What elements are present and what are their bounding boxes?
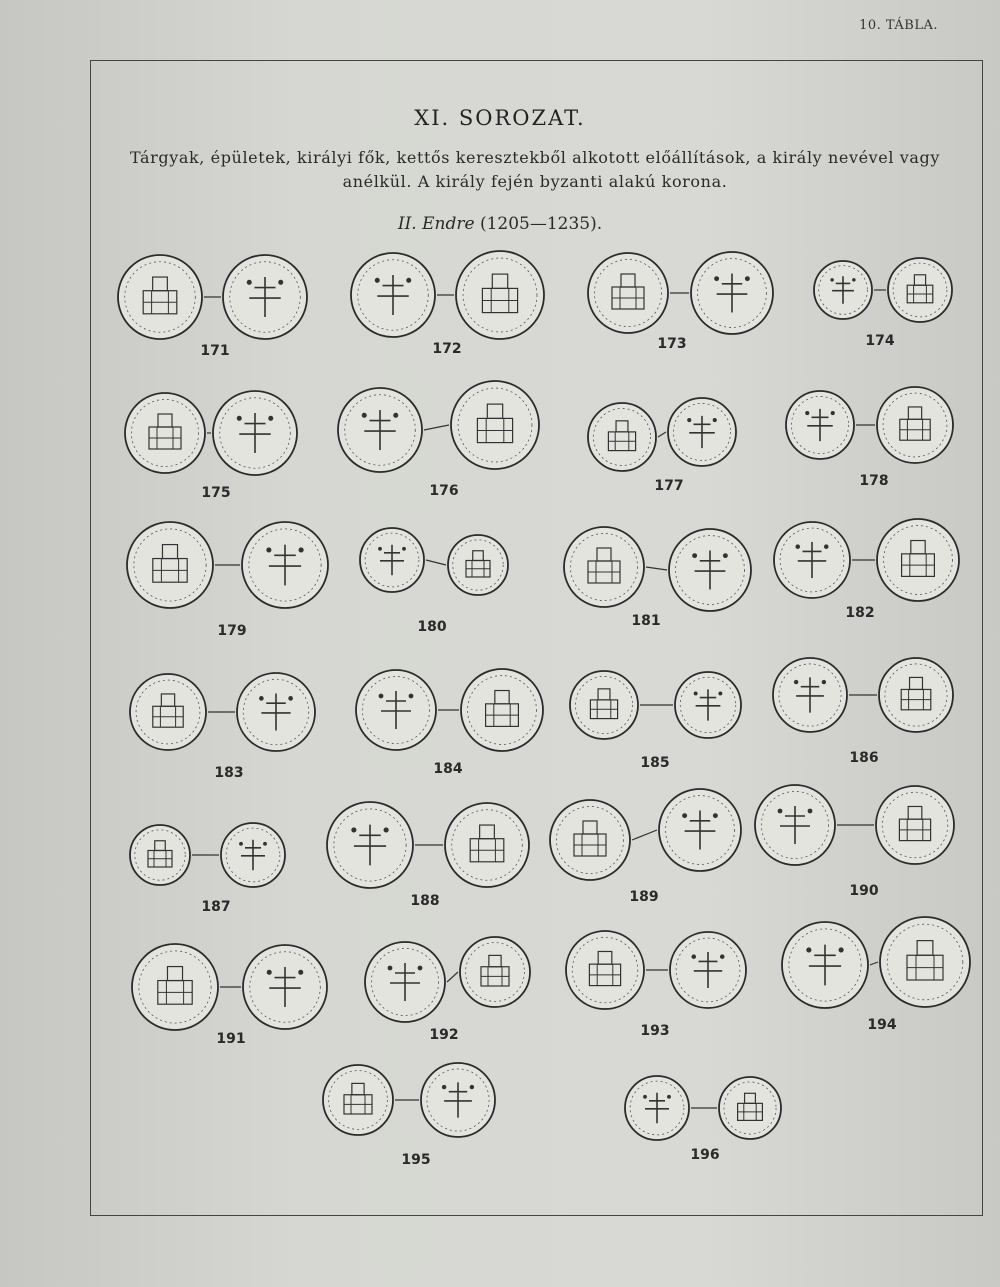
coin-181-reverse <box>669 529 751 611</box>
coin-192-reverse-rim <box>460 937 530 1007</box>
coin-195-reverse-pellet-right <box>470 1085 474 1089</box>
coin-174-obverse-pellet-left <box>830 278 833 281</box>
coin-193-obverse <box>566 931 644 1009</box>
coin-195-reverse-pellet-left <box>442 1085 446 1089</box>
coin-171-obverse-rim <box>118 255 202 339</box>
coin-175-obverse <box>125 393 205 473</box>
coin-179-reverse-pellet-left <box>266 547 271 552</box>
coin-172-obverse-pellet-right <box>406 278 411 283</box>
coin-number-label: 175 <box>201 485 231 501</box>
coin-189-reverse-pellet-left <box>682 813 687 818</box>
coin-193-reverse-pellet-left <box>691 954 696 959</box>
coin-number-label: 182 <box>845 605 875 621</box>
coin-number-label: 189 <box>629 889 659 905</box>
coin-190-reverse <box>876 786 954 864</box>
coin-171-reverse <box>223 255 307 339</box>
coin-185-obverse-rim <box>570 671 638 739</box>
coin-number-label: 183 <box>214 765 244 781</box>
coin-number-label: 195 <box>401 1152 431 1168</box>
coin-192-connector <box>447 972 458 982</box>
coin-188-reverse <box>445 803 529 887</box>
coin-179-obverse <box>127 522 213 608</box>
coin-193-obverse-rim <box>566 931 644 1009</box>
coin-188-reverse-rim <box>445 803 529 887</box>
coin-186-reverse-rim <box>879 658 953 732</box>
coin-191-reverse <box>243 945 327 1029</box>
coin-194-obverse-pellet-left <box>806 947 811 952</box>
ruler-name: II. Endre <box>397 214 475 234</box>
coin-172-obverse <box>351 253 435 337</box>
coin-182-obverse-pellet-left <box>795 544 800 549</box>
coin-186-obverse <box>773 658 847 732</box>
coin-176-obverse-pellet-left <box>362 413 367 418</box>
coin-number-label: 188 <box>410 893 440 909</box>
coin-174-reverse <box>888 258 952 322</box>
coin-number-label: 173 <box>657 336 687 352</box>
coin-196-obverse <box>625 1076 689 1140</box>
coin-172-reverse-rim <box>456 251 544 339</box>
coin-172-obverse-pellet-left <box>375 278 380 283</box>
coin-187-reverse-pellet-right <box>263 842 267 846</box>
coin-number-label: 184 <box>433 761 463 777</box>
coin-184-obverse-pellet-right <box>409 694 414 699</box>
coin-175-obverse-rim <box>125 393 205 473</box>
coin-173-obverse <box>588 253 668 333</box>
coin-193-reverse-pellet-right <box>720 954 725 959</box>
coin-number-label: 171 <box>200 343 230 359</box>
coin-187-reverse <box>221 823 285 887</box>
coin-number-label: 172 <box>432 341 462 357</box>
coin-178-reverse <box>877 387 953 463</box>
coin-196-reverse-rim <box>719 1077 781 1139</box>
coin-183-reverse-pellet-left <box>259 696 264 701</box>
coin-195-reverse <box>421 1063 495 1137</box>
coin-192-obverse-pellet-right <box>418 966 423 971</box>
coin-179-obverse-rim <box>127 522 213 608</box>
coin-number-label: 194 <box>867 1017 897 1033</box>
coin-175-reverse-pellet-right <box>268 416 273 421</box>
coin-192-reverse <box>460 937 530 1007</box>
coin-194-obverse-pellet-right <box>839 947 844 952</box>
coin-185-reverse-pellet-left <box>694 691 698 695</box>
coin-174-obverse-pellet-right <box>852 278 855 281</box>
coin-196-obverse-pellet-right <box>667 1095 671 1099</box>
coin-number-label: 177 <box>654 478 684 494</box>
coin-176-obverse-pellet-right <box>393 413 398 418</box>
coin-187-reverse-pellet-left <box>239 842 243 846</box>
coin-175-reverse-pellet-left <box>237 416 242 421</box>
plate-label: 10. TÁBLA. <box>859 18 938 33</box>
coin-180-reverse-rim <box>448 535 508 595</box>
coin-number-label: 190 <box>849 883 879 899</box>
coin-194-reverse-rim <box>880 917 970 1007</box>
coin-171-reverse-pellet-right <box>278 280 283 285</box>
coin-185-reverse <box>675 672 741 738</box>
coin-177-obverse <box>588 403 656 471</box>
coin-190-obverse <box>755 785 835 865</box>
coin-number-label: 176 <box>429 483 459 499</box>
coin-number-label: 179 <box>217 623 247 639</box>
subtitle-line-1: Tárgyak, épületek, királyi fők, kettős keresztekből alkotott előállítások, a király nevével vagy <box>129 148 941 167</box>
coin-180-obverse-pellet-left <box>378 547 382 551</box>
coin-192-obverse-pellet-left <box>388 966 393 971</box>
coin-184-reverse-rim <box>461 669 543 751</box>
coin-186-obverse-pellet-left <box>794 680 798 684</box>
coin-181-obverse-rim <box>564 527 644 607</box>
coin-189-obverse <box>550 800 630 880</box>
coin-176-reverse <box>451 381 539 469</box>
coin-177-connector <box>658 432 666 437</box>
coin-194-obverse <box>782 922 868 1008</box>
coin-number-label: 192 <box>429 1027 459 1043</box>
coin-195-obverse-rim <box>323 1065 393 1135</box>
coin-184-obverse-pellet-left <box>379 694 384 699</box>
coin-178-obverse-pellet-right <box>831 411 835 415</box>
coin-183-obverse-rim <box>130 674 206 750</box>
coin-173-reverse <box>691 252 773 334</box>
coin-188-obverse-pellet-right <box>384 827 389 832</box>
coin-181-connector <box>646 567 667 570</box>
coin-185-reverse-pellet-right <box>718 691 722 695</box>
coin-178-reverse-rim <box>877 387 953 463</box>
coin-172-reverse <box>456 251 544 339</box>
coin-176-obverse <box>338 388 422 472</box>
coin-196-obverse-pellet-left <box>643 1095 647 1099</box>
coin-185-obverse <box>570 671 638 739</box>
coin-193-reverse <box>670 932 746 1008</box>
coin-177-obverse-rim <box>588 403 656 471</box>
coin-175-reverse <box>213 391 297 475</box>
coin-186-obverse-pellet-right <box>822 680 826 684</box>
coin-174-reverse-rim <box>888 258 952 322</box>
coin-number-label: 180 <box>417 619 447 635</box>
coin-182-obverse-pellet-right <box>824 544 829 549</box>
coin-180-connector <box>426 560 446 565</box>
coin-186-reverse <box>879 658 953 732</box>
coin-181-reverse-pellet-left <box>692 553 697 558</box>
coin-number-label: 191 <box>216 1031 246 1047</box>
coin-189-connector <box>632 830 657 840</box>
coin-179-reverse <box>242 522 328 608</box>
coin-196-reverse <box>719 1077 781 1139</box>
coin-190-obverse-pellet-right <box>808 809 813 814</box>
coin-181-obverse <box>564 527 644 607</box>
coin-180-obverse <box>360 528 424 592</box>
coin-194-reverse <box>880 917 970 1007</box>
coin-number-label: 193 <box>640 1023 670 1039</box>
coin-187-obverse-rim <box>130 825 190 885</box>
coin-195-obverse <box>323 1065 393 1135</box>
coin-187-obverse <box>130 825 190 885</box>
coin-183-reverse <box>237 673 315 751</box>
coin-171-obverse <box>118 255 202 339</box>
coin-194-connector <box>870 962 878 965</box>
coin-184-obverse <box>356 670 436 750</box>
coin-182-reverse-rim <box>877 519 959 601</box>
coin-174-obverse <box>814 261 872 319</box>
coin-177-reverse-pellet-right <box>713 418 717 422</box>
coin-192-obverse <box>365 942 445 1022</box>
coin-number-label: 185 <box>640 755 670 771</box>
coin-number-label: 196 <box>690 1147 720 1163</box>
coin-183-reverse-pellet-right <box>288 696 293 701</box>
coin-173-reverse-pellet-left <box>714 276 719 281</box>
coin-189-reverse-pellet-right <box>713 813 718 818</box>
coin-178-obverse <box>786 391 854 459</box>
coin-182-obverse <box>774 522 850 598</box>
coin-189-reverse <box>659 789 741 871</box>
coin-177-reverse <box>668 398 736 466</box>
coin-183-obverse <box>130 674 206 750</box>
coin-180-obverse-pellet-right <box>402 547 406 551</box>
coin-176-connector <box>424 425 449 430</box>
coin-191-obverse <box>132 944 218 1030</box>
coin-176-reverse-rim <box>451 381 539 469</box>
ruler-years: (1205—1235). <box>479 214 603 234</box>
coin-190-obverse-pellet-left <box>778 809 783 814</box>
coin-number-label: 187 <box>201 899 231 915</box>
coin-number-label: 174 <box>865 333 895 349</box>
coin-188-obverse-pellet-left <box>351 827 356 832</box>
coin-190-reverse-rim <box>876 786 954 864</box>
subtitle-line-2: anélkül. A király fején byzanti alakú korona. <box>342 172 728 191</box>
coin-173-reverse-pellet-right <box>745 276 750 281</box>
series-title: XI. SOROZAT. <box>414 106 586 130</box>
coin-number-label: 181 <box>631 613 661 629</box>
coin-173-obverse-rim <box>588 253 668 333</box>
coin-188-obverse <box>327 802 413 888</box>
coin-182-reverse <box>877 519 959 601</box>
coin-177-reverse-pellet-left <box>687 418 691 422</box>
coin-181-reverse-pellet-right <box>723 553 728 558</box>
coin-171-reverse-pellet-left <box>247 280 252 285</box>
coin-191-obverse-rim <box>132 944 218 1030</box>
coin-184-reverse <box>461 669 543 751</box>
coin-180-reverse <box>448 535 508 595</box>
coin-191-reverse-pellet-left <box>267 970 272 975</box>
coin-number-label: 186 <box>849 750 879 766</box>
coin-191-reverse-pellet-right <box>298 970 303 975</box>
coin-178-obverse-pellet-left <box>805 411 809 415</box>
coin-189-obverse-rim <box>550 800 630 880</box>
coin-179-reverse-pellet-right <box>299 547 304 552</box>
coin-number-label: 178 <box>859 473 889 489</box>
